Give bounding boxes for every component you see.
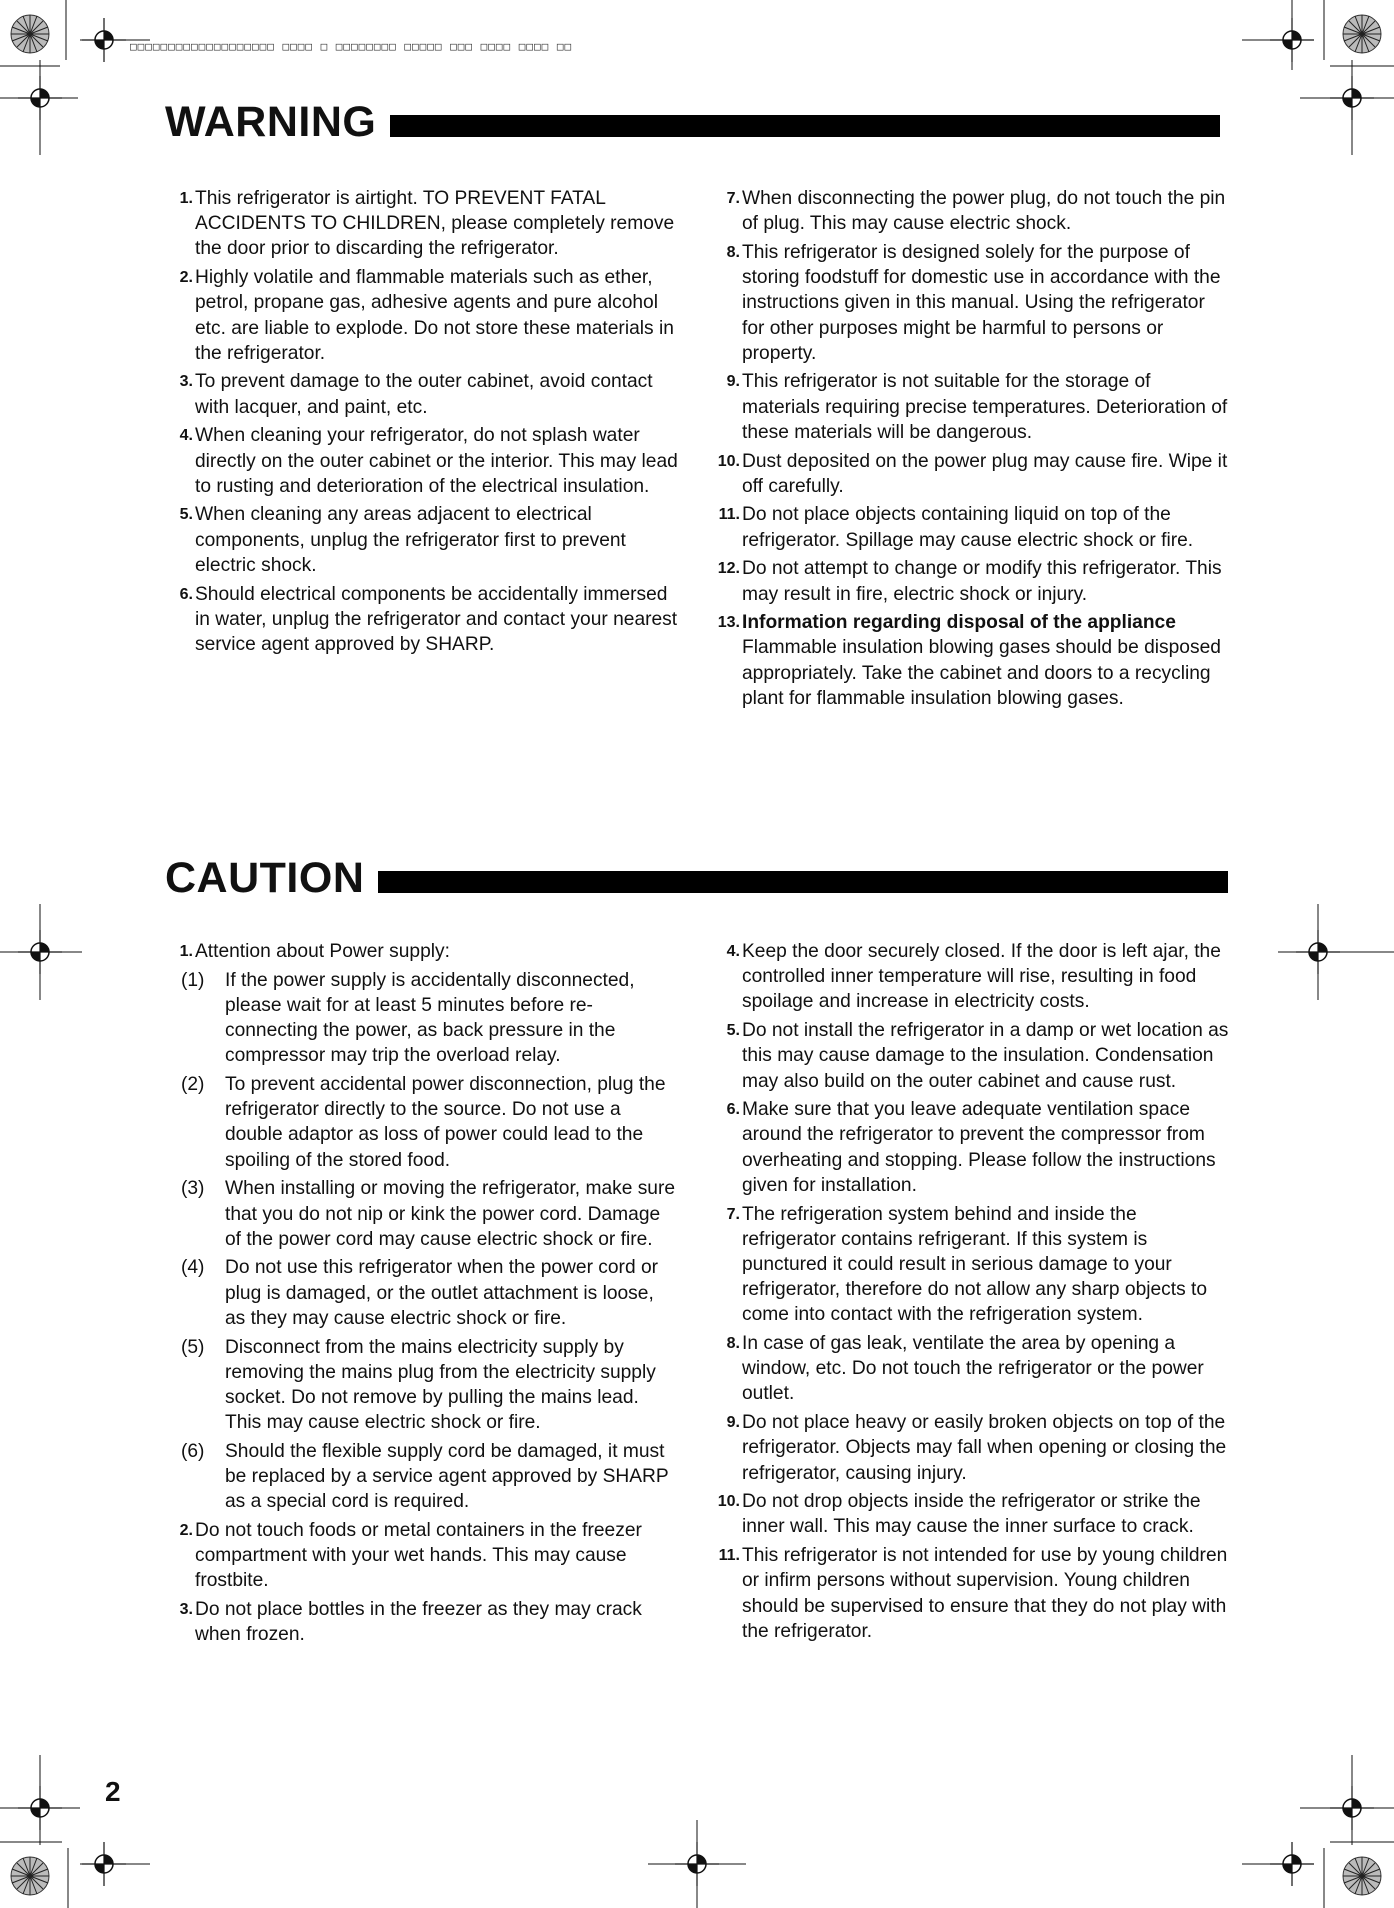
warning-title: WARNING — [165, 98, 377, 146]
sub-item — [165, 1335, 679, 1436]
item-heading: Information regarding disposal of the appliance — [742, 612, 1176, 634]
list-item — [710, 1331, 1230, 1407]
caution-title-bar — [378, 871, 1228, 893]
item-text: Do not place heavy or easily broken objects on top of the refrigerator. Objects may fall when opening or closing the refrigerator, causing injury. — [742, 1412, 1227, 1484]
sub-item-number: (6) — [181, 1440, 205, 1462]
warning-title-bar — [390, 115, 1220, 137]
item-text: This refrigerator is not intended for use by young children or infirm persons without supervision. Young children should be supervised to ensure that they do not play with the refrigerator. — [742, 1545, 1228, 1642]
item-number: 11. — [718, 506, 740, 524]
item-number: 10. — [717, 1493, 740, 1511]
item-number: 13. — [717, 614, 740, 632]
sub-item-number: (1) — [181, 969, 205, 991]
item-text: Do not place objects containing liquid on top of the refrigerator. Spillage may cause electric shock or fire. — [742, 504, 1194, 551]
sub-item-text: To prevent accidental power disconnection, plug the refrigerator directly to the source. Do not use a double adaptor as loss of power could lead to the spoiling of the stored food. — [225, 1074, 666, 1171]
item-number: 8. — [726, 243, 740, 261]
item-text: Do not drop objects inside the refrigerator or strike the inner wall. This may cause the inner surface to crack. — [742, 1491, 1201, 1538]
item-number: 1. — [179, 943, 193, 960]
item-number: 10. — [717, 452, 740, 470]
item-text: Flammable insulation blowing gases should be disposed appropriately. Take the cabinet and doors to a recycling plant for flammable insulation blowing gases. — [742, 637, 1221, 709]
sub-item — [165, 1176, 679, 1252]
item-number: 4. — [179, 427, 193, 445]
sub-item-number: (3) — [181, 1178, 205, 1200]
item-text: The refrigeration system behind and inside the refrigerator contains refrigerant. If this system is punctured it could result in serious damage to your refrigerator, therefore do not allow any sharp objects to come into contact with the refrigeration system. — [742, 1203, 1208, 1326]
sub-item-text: Should the flexible supply cord be damaged, it must be replaced by a service agent approved by SHARP as a special cord is required. — [225, 1440, 669, 1513]
warning-right-column — [710, 186, 1230, 715]
warning-left-column — [165, 186, 679, 661]
list-item — [165, 186, 679, 262]
item-text: Keep the door securely closed. If the door is left ajar, the controlled inner temperature will rise, resulting in food spoilage and increase in electricity costs. — [742, 941, 1221, 1013]
item-number: 8. — [726, 1335, 740, 1353]
item-text: This refrigerator is not suitable for the storage of materials requiring precise temperatures. Deterioration of these materials will be dangerous. — [742, 371, 1228, 443]
list-item — [165, 423, 679, 499]
list-item — [710, 186, 1230, 236]
item-text: Do not attempt to change or modify this refrigerator. This may result in fire, electric shock or injury. — [742, 558, 1222, 605]
sub-item-number: (2) — [181, 1074, 205, 1096]
item-text: Make sure that you leave adequate ventilation space around the refrigerator to prevent the compressor from overheating and stopping. Please follow the instructions given for installation. — [742, 1099, 1216, 1196]
item-number: 5. — [179, 506, 193, 524]
item-number: 2. — [179, 269, 193, 287]
list-item — [165, 1597, 679, 1647]
caution-title: CAUTION — [165, 854, 365, 902]
item-text: When cleaning any areas adjacent to electrical components, unplug the refrigerator first to prevent electric shock. — [195, 504, 626, 576]
item-number: 3. — [179, 1601, 193, 1619]
item-text: Do not place bottles in the freezer as they may crack when frozen. — [195, 1599, 642, 1646]
item-text: Highly volatile and flammable materials such as ether, petrol, propane gas, adhesive agents and pure alcohol etc. are liable to explode. Do not store these materials in the refrigerator. — [195, 267, 674, 364]
list-item — [710, 1097, 1230, 1198]
list-item — [710, 610, 1230, 711]
item-number: 11. — [718, 1547, 740, 1565]
list-item — [710, 939, 1230, 1015]
item-text: In case of gas leak, ventilate the area by opening a window, etc. Do not touch the refrigerator or the power outlet. — [742, 1333, 1204, 1405]
item-number: 3. — [179, 373, 193, 391]
item-text: When cleaning your refrigerator, do not splash water directly on the outer cabinet or the interior. This may lead to rusting and deterioration of the electrical insulation. — [195, 425, 678, 497]
list-item — [710, 1489, 1230, 1539]
item-text: Dust deposited on the power plug may cause fire. Wipe it off carefully. — [742, 450, 1228, 497]
sub-item-number: (5) — [181, 1336, 205, 1358]
list-item — [165, 265, 679, 366]
sub-item-number: (4) — [181, 1257, 205, 1279]
list-item — [165, 1518, 679, 1594]
sub-item — [165, 968, 679, 1069]
list-item — [710, 369, 1230, 445]
item-text: Should electrical components be accidentally immersed in water, unplug the refrigerator and contact your nearest service agent approved by SHARP. — [195, 583, 678, 655]
item-text: Attention about Power supply: — [195, 941, 450, 962]
item-number: 6. — [726, 1101, 740, 1119]
list-item — [710, 1543, 1230, 1644]
print-header-code: □□□□□□□□□□□□□□□□□□□ □□□□ □ □□□□□□□□ □□□□□ □□□ □□□□ □□□□ □□ — [130, 40, 573, 53]
list-item — [710, 1202, 1230, 1328]
item-text: This refrigerator is airtight. TO PREVENT FATAL ACCIDENTS TO CHILDREN, please completely remove the door prior to discarding the refrigerator. — [195, 188, 675, 260]
item-text: This refrigerator is designed solely for the purpose of storing foodstuff for domestic use in accordance with the instructions given in this manual. Using the refrigerator for other purposes might be harmful to persons or property. — [742, 241, 1221, 364]
list-item — [165, 369, 679, 419]
sub-item-text: Disconnect from the mains electricity supply by removing the mains plug from the electricity supply socket. Do not remove by pulling the mains lead. This may cause electric shock or fire. — [225, 1336, 656, 1434]
sub-item-text: When installing or moving the refrigerator, make sure that you do not nip or kink the power cord. Damage of the power cord may cause electric shock or fire. — [225, 1178, 676, 1250]
page-number: 2 — [105, 1776, 121, 1807]
list-item — [165, 939, 679, 964]
item-text: To prevent damage to the outer cabinet, avoid contact with lacquer, and paint, etc. — [195, 371, 653, 418]
list-item — [165, 502, 679, 578]
item-number: 7. — [726, 1205, 740, 1223]
sub-item — [165, 1072, 679, 1173]
sub-item — [165, 1255, 679, 1331]
item-number: 9. — [726, 373, 740, 391]
list-item — [710, 240, 1230, 366]
item-number: 7. — [726, 190, 740, 207]
sub-item-text: If the power supply is accidentally disconnected, please wait for at least 5 minutes before re-connecting the power, as back pressure in the compressor may trip the overload relay. — [225, 969, 635, 1067]
item-number: 2. — [179, 1521, 193, 1539]
item-number: 5. — [726, 1022, 740, 1040]
item-text: Do not touch foods or metal containers in the freezer compartment with your wet hands. This may cause frostbite. — [195, 1519, 642, 1592]
list-item — [710, 1410, 1230, 1486]
list-item — [710, 1018, 1230, 1094]
caution-right-column — [710, 939, 1230, 1647]
list-item — [710, 502, 1230, 552]
item-text: When disconnecting the power plug, do not touch the pin of plug. This may cause electric shock. — [742, 188, 1226, 235]
list-item — [165, 582, 679, 658]
sub-item — [165, 1439, 679, 1515]
item-number: 12. — [717, 560, 740, 578]
item-number: 4. — [726, 943, 740, 960]
item-number: 6. — [179, 585, 193, 603]
item-text: Do not install the refrigerator in a damp or wet location as this may cause damage to the insulation. Condensation may also build on the outer cabinet and cause rust. — [742, 1020, 1229, 1092]
item-number: 1. — [179, 190, 193, 207]
list-item — [710, 556, 1230, 606]
item-number: 9. — [726, 1414, 740, 1432]
list-item — [710, 449, 1230, 499]
sub-item-text: Do not use this refrigerator when the power cord or plug is damaged, or the outlet attachment is loose, as they may cause electric shock or fire. — [225, 1257, 659, 1329]
caution-left-column — [165, 939, 679, 1651]
